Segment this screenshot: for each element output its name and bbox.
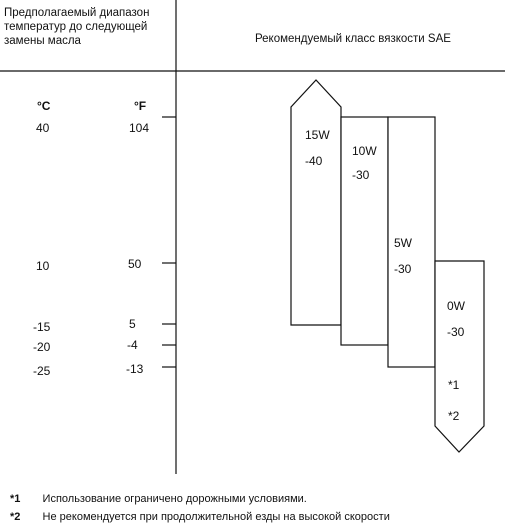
grade-0w-30-label [447,299,465,339]
tick-label-fahrenheit: 50 [128,257,142,271]
grade-winter-value: 10W [352,144,377,158]
footnote-1 [10,493,307,505]
tick-label-fahrenheit: -4 [127,338,138,352]
fahrenheit-unit: °F [134,99,147,113]
header-line: температур до следующей [4,21,148,33]
footnote-key: *1 [10,493,21,505]
grade-winter-value: 15W [305,128,330,142]
grade-winter-value: 5W [394,236,412,250]
footnote-text: Использование ограничено дорожными условиями. [42,493,307,505]
grade-10w-30-label [352,144,377,182]
tick-label-fahrenheit: 5 [129,317,136,331]
grade-0w-30-mark-2: *2 [448,409,460,423]
footnote-text: Не рекомендуется при продолжительной езды на высокой скорости [42,511,390,523]
grade-5w-30-label [394,236,412,276]
tick-label-celsius: 10 [36,259,50,273]
grade-suffix-value: -40 [305,154,323,168]
temperature-range-header [4,6,149,48]
grade-suffix-value: -30 [447,325,465,339]
grade-15w-40-shape [291,80,341,325]
tick-label-celsius: -20 [33,340,51,354]
grade-0w-30-mark-1: *1 [448,378,460,392]
footnote-2 [10,511,390,523]
footnote-key: *2 [10,511,21,523]
header-line: замены масла [4,35,81,47]
tick-label-celsius: -25 [33,364,51,378]
header-line: Предполагаемый диапазон [4,7,150,19]
grade-0w-30-shape [435,261,484,452]
tick-label-fahrenheit: -13 [126,362,144,376]
celsius-unit: °C [37,99,51,113]
grade-suffix-value: -30 [352,168,370,182]
sae-grade-header: Рекомендуемый класс вязкости SAE [255,33,451,45]
grade-15w-40-label [305,128,330,168]
tick-label-fahrenheit: 104 [129,121,150,135]
tick-label-celsius: -15 [33,320,51,334]
tick-label-celsius: 40 [36,121,50,135]
grade-winter-value: 0W [447,299,465,313]
grade-suffix-value: -30 [394,262,412,276]
